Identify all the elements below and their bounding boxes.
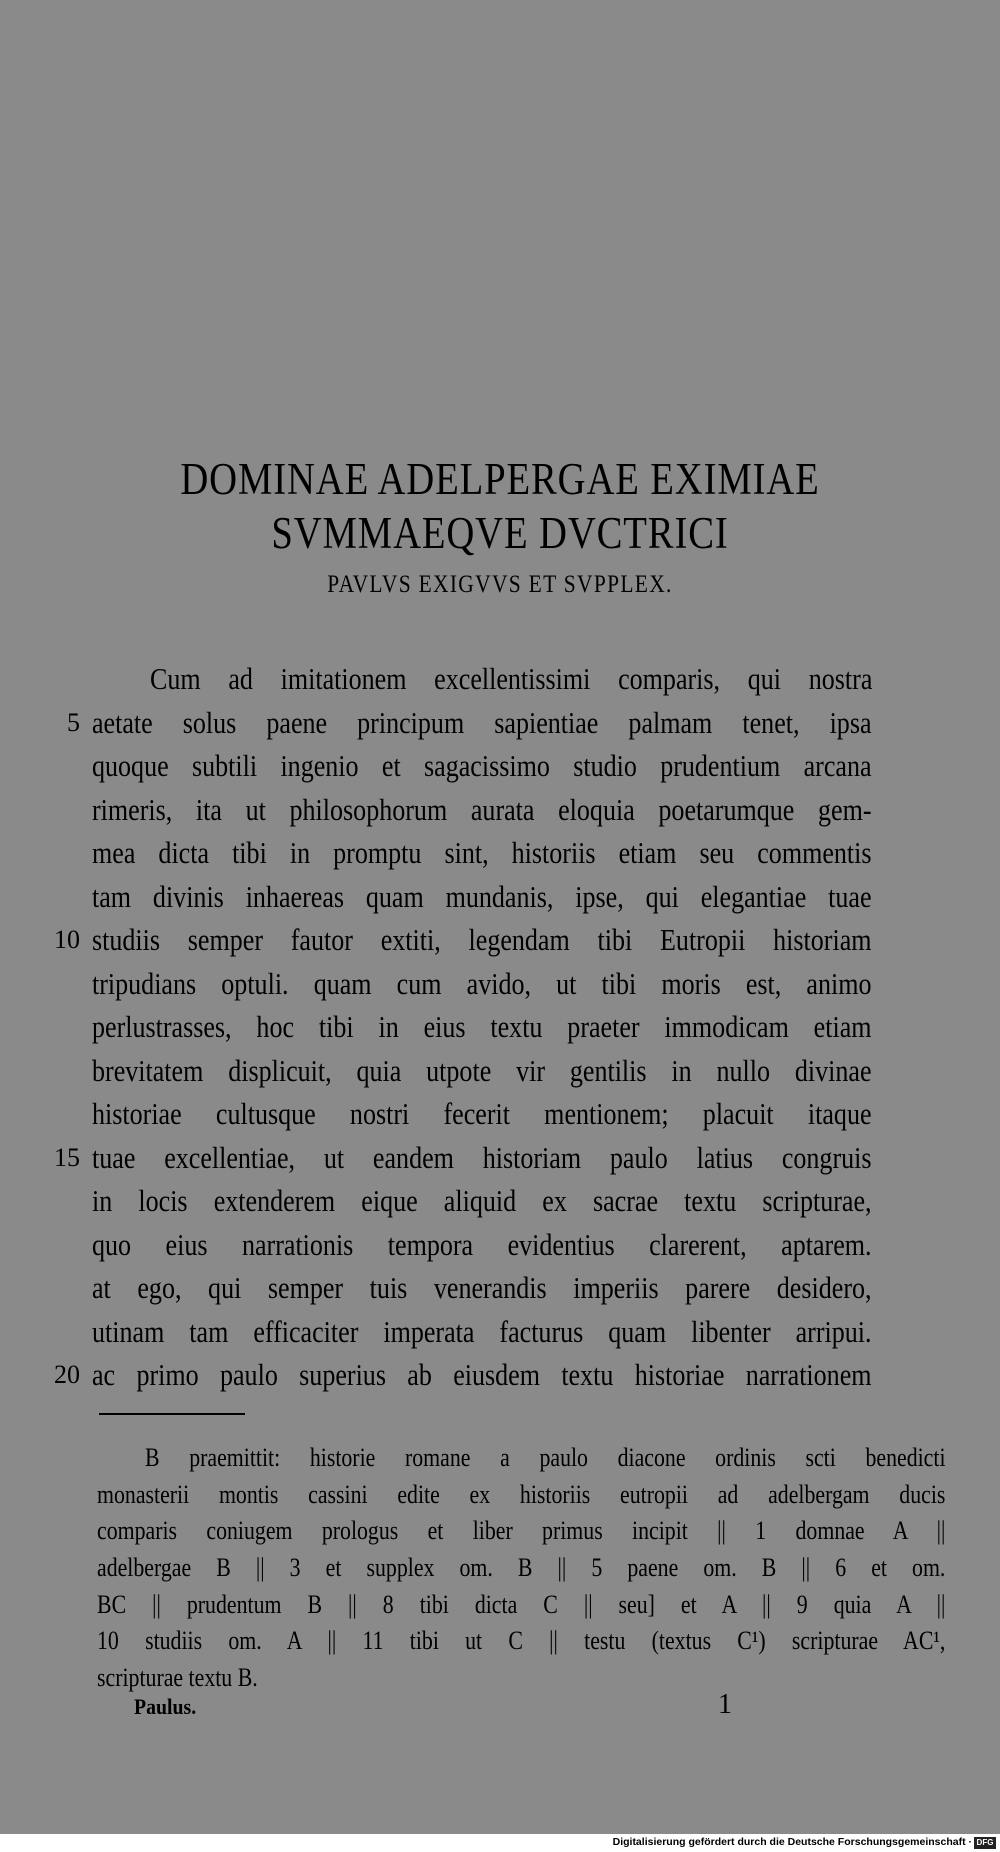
line-text: ac primo paulo superius ab eiusdem textu historiae narrationem <box>92 1357 872 1392</box>
apparatus-text: scripturae textu B. <box>97 1663 258 1693</box>
title-line-2: SVMMAEQVE DVCTRICI <box>271 508 729 558</box>
text-line <box>0 788 1000 832</box>
apparatus-text: B praemittit: historie romane a paulo diacone ordinis scti benedicti <box>145 1443 946 1472</box>
text-line <box>0 744 1000 788</box>
page-footer <box>0 1689 1000 1724</box>
text-line <box>0 1179 1000 1223</box>
line-text: tripudians optuli. quam cum avido, ut tibi moris est, animo <box>92 965 872 1001</box>
line-number: 15 <box>54 1142 80 1172</box>
apparatus-line <box>0 1477 1000 1514</box>
digitization-credit-bar <box>0 1834 1000 1852</box>
apparatus-text: 10 studiis om. A || 11 tibi ut C || testu (textus C¹) scripturae AC¹, <box>97 1626 946 1656</box>
title-line-1: DOMINAE ADELPERGAE EXIMIAE <box>180 454 820 504</box>
apparatus-text: comparis coniugem prologus et liber primus incipit || 1 domnae A || <box>97 1516 946 1546</box>
apparatus-line <box>0 1550 1000 1587</box>
line-text: tam divinis inhaereas quam mundanis, ipse, qui elegantiae tuae <box>92 878 872 914</box>
line-text: perlustrasses, hoc tibi in eius textu praeter immodicam etiam <box>92 1009 872 1044</box>
running-head: Paulus. <box>134 1694 197 1719</box>
text-line <box>0 1353 1000 1397</box>
apparatus-line <box>0 1513 1000 1550</box>
line-text: quoque subtili ingenio et sagacissimo studio prudentium arcana <box>92 748 872 783</box>
apparatus-line <box>0 1623 1000 1660</box>
text-line <box>0 1266 1000 1310</box>
text-line <box>0 1223 1000 1267</box>
apparatus-text: adelbergae B || 3 et supplex om. B || 5 paene om. B || 6 et om. <box>97 1553 946 1583</box>
line-text: historiae cultusque nostri fecerit mentionem; placuit itaque <box>92 1096 872 1131</box>
apparatus-line <box>0 1660 1000 1697</box>
line-number: 5 <box>67 707 80 737</box>
line-text: Cum ad imitationem excellentissimi comparis, qui nostra <box>150 661 873 696</box>
main-text <box>0 657 1000 1397</box>
title-block <box>0 452 1000 600</box>
text-line <box>0 1049 1000 1093</box>
line-text: in locis extenderem eique aliquid ex sacrae textu scripturae, <box>92 1183 872 1218</box>
text-line <box>0 1310 1000 1354</box>
text-line <box>0 962 1000 1006</box>
apparatus-text: monasterii montis cassini edite ex historiis eutropii ad adelbergam ducis <box>97 1479 946 1509</box>
text-line <box>0 831 1000 875</box>
signature-mark: 1 <box>718 1689 732 1720</box>
line-number: 20 <box>54 1360 80 1389</box>
dfg-logo-icon: DFG <box>974 1837 996 1849</box>
apparatus-line <box>0 1587 1000 1624</box>
line-text: tuae excellentiae, ut eandem historiam paulo latius congruis <box>92 1139 872 1175</box>
line-text: rimeris, ita ut philosophorum aurata eloquia poetarumque gem- <box>92 791 872 827</box>
subtitle: PAVLVS EXIGVVS ET SVPPLEX. <box>327 571 673 598</box>
text-line <box>0 918 1000 962</box>
line-text: utinam tam efficaciter imperata facturus quam libenter arripui. <box>92 1313 872 1349</box>
text-line <box>0 1005 1000 1049</box>
text-line <box>0 657 1000 701</box>
line-text: studiis semper fautor extiti, legendam tibi Eutropii historiam <box>92 922 872 957</box>
text-line <box>0 701 1000 745</box>
digitization-credit: Digitalisierung gefördert durch die Deutsche Forschungsgemeinschaft · <box>612 1836 972 1848</box>
line-text: mea dicta tibi in promptu sint, historiis etiam seu commentis <box>92 835 872 870</box>
text-line <box>0 875 1000 919</box>
line-text: aetate solus paene principum sapientiae palmam tenet, ipsa <box>92 704 872 740</box>
text-line <box>0 1136 1000 1180</box>
apparatus-text: BC || prudentum B || 8 tibi dicta C || seu] et A || 9 quia A || <box>97 1589 946 1619</box>
apparatus-line <box>0 1440 1000 1477</box>
line-number: 10 <box>54 925 80 954</box>
critical-apparatus <box>0 1440 1000 1697</box>
text-line <box>0 1092 1000 1136</box>
line-text: quo eius narrationis tempora evidentius clarerent, aptarem. <box>92 1226 872 1262</box>
line-text: brevitatem displicuit, quia utpote vir gentilis in nullo divinae <box>92 1052 872 1088</box>
footnote-divider <box>99 1413 245 1415</box>
line-text: at ego, qui semper tuis venerandis imperiis parere desidero, <box>92 1270 872 1305</box>
